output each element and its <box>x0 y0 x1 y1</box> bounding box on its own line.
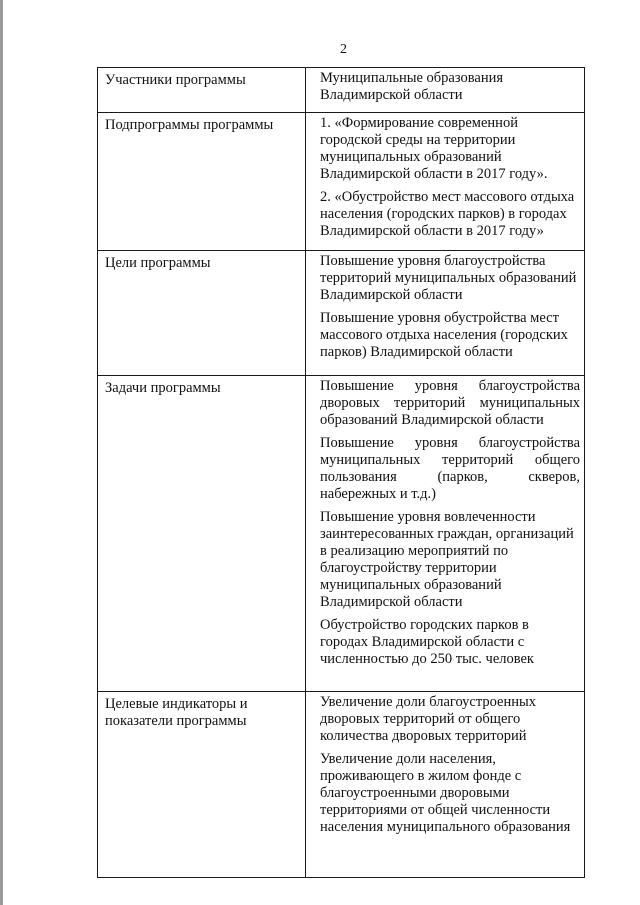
page-number: 2 <box>340 42 347 57</box>
row-value-item: 1. «Формирование современной городской среды на территории муниципальных образований Владимирской области в 2017 году». <box>320 115 548 182</box>
table-row-tasks <box>98 376 585 692</box>
table-row-participants <box>98 68 585 113</box>
table-row-indicators <box>98 692 585 878</box>
row-value-item: Увеличение доли благоустроенных дворовых территорий от общего количества дворовых территорий <box>320 694 536 744</box>
row-value-item: Повышение уровня вовлеченности заинтересованных граждан, организаций в реализацию мероприятий по благоустройству территории муниципальных образований Владимирской области <box>320 509 574 610</box>
row-value-item: 2. «Обустройство мест массового отдыха населения (городских парков) в городах Владимирской области в 2017 году» <box>320 189 575 239</box>
row-value-item: Муниципальные образования Владимирской области <box>320 70 504 103</box>
table-row-goals <box>98 251 585 376</box>
row-value-item: Увеличение доли населения, проживающего в жилом фонде с благоустроенными дворовыми территориями от общей численности населения муниципального образования <box>320 751 571 835</box>
row-value <box>306 692 585 878</box>
row-value <box>306 251 585 376</box>
row-label: Цели программы <box>98 251 306 376</box>
scan-edge <box>0 0 3 905</box>
row-value <box>306 68 585 113</box>
row-value-item: Повышение уровня обустройства мест массового отдыха населения (городских парков) Владимирской области <box>320 310 568 360</box>
row-value <box>306 376 585 692</box>
row-label: Подпрограммы программы <box>98 113 306 251</box>
row-label: Участники программы <box>98 68 306 113</box>
row-value-item: Повышение уровня благоустройства территорий муниципальных образований Владимирской области <box>320 253 577 303</box>
row-label: Целевые индикаторы и показатели программы <box>98 692 306 878</box>
row-label: Задачи программы <box>98 376 306 692</box>
row-value-item: Обустройство городских парков в городах Владимирской области с численностью до 250 тыс. человек <box>320 617 534 667</box>
row-value <box>306 113 585 251</box>
program-passport-table <box>97 67 585 878</box>
row-value-item: Повышение уровня благоустройства дворовых территорий муниципальных образований Владимирской области <box>320 378 580 428</box>
row-value-item: Повышение уровня благоустройства муниципальных территорий общего пользования (парков, скверов, набережных и т.д.) <box>320 435 580 502</box>
table-row-subprograms <box>98 113 585 251</box>
